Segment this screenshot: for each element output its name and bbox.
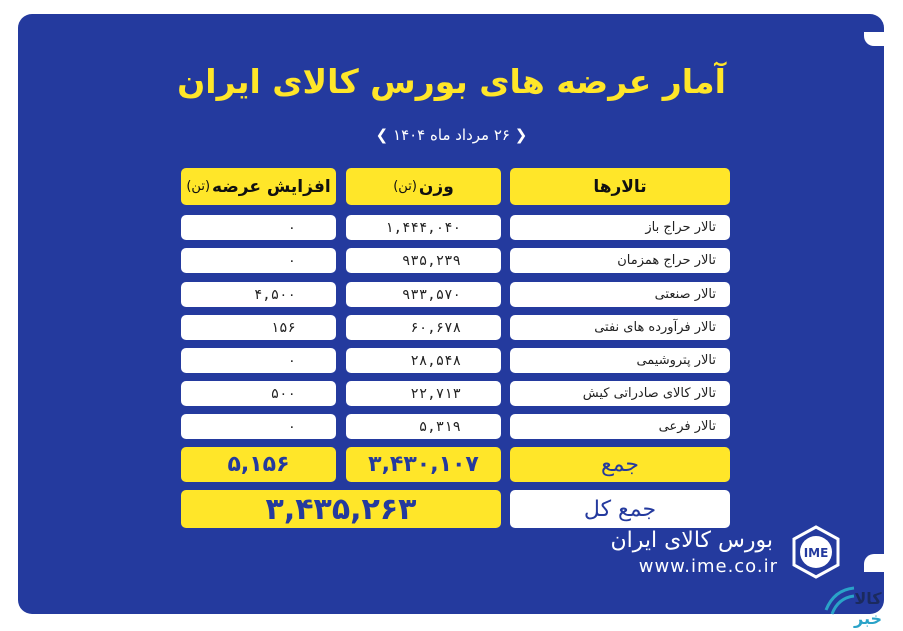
ime-logo-text: IME <box>803 546 829 560</box>
row-6-hall: تالار کالای صادراتی کیش <box>510 381 730 406</box>
row-1-hall: تالار حراج باز <box>510 215 730 240</box>
row-6-increase: ۵۰۰ <box>181 381 336 406</box>
row-2-hall: تالار حراج همزمان <box>510 248 730 273</box>
row-2-increase: ۰ <box>181 248 336 273</box>
row-5-hall: تالار پتروشیمی <box>510 348 730 373</box>
header-increase-unit: (تن) <box>186 179 211 194</box>
kala-khabar-text-top: کالا <box>854 589 882 608</box>
sum-weight: ۳,۴۳۰,۱۰۷ <box>346 447 501 482</box>
brand-name: بورس کالای ایران <box>610 528 773 553</box>
row-1-weight: ۱,۴۴۴,۰۴۰ <box>346 215 501 240</box>
row-2-weight: ۹۳۵,۲۳۹ <box>346 248 501 273</box>
row-4-hall: تالار فرآورده های نفتی <box>510 315 730 340</box>
date-label: ❮ ۲۶ مرداد ماه ۱۴۰۴ ❯ <box>375 126 528 144</box>
row-4-increase: ۱۵۶ <box>181 315 336 340</box>
grand-total-label: جمع کل <box>510 490 730 528</box>
page-title: آمار عرضه های بورس کالای ایران <box>177 62 726 101</box>
row-4-weight: ۶۰,۶۷۸ <box>346 315 501 340</box>
grand-total-value: ۳,۴۳۵,۲۶۳ <box>181 490 501 528</box>
sum-label: جمع <box>510 447 730 482</box>
header-weight <box>346 168 501 205</box>
date-text: ۲۶ مرداد ماه ۱۴۰۴ <box>393 126 510 144</box>
header-halls-label: تالارها <box>593 176 647 197</box>
header-increase <box>181 168 336 205</box>
row-5-weight: ۲۸,۵۴۸ <box>346 348 501 373</box>
row-3-weight: ۹۳۳,۵۷۰ <box>346 282 501 307</box>
card-notch-bottom <box>864 554 884 572</box>
row-7-hall: تالار فرعی <box>510 414 730 439</box>
header-halls <box>510 168 730 205</box>
row-6-weight: ۲۲,۷۱۳ <box>346 381 501 406</box>
card-notch-top <box>864 32 884 46</box>
kala-khabar-logo-icon <box>820 580 900 628</box>
row-7-weight: ۵,۳۱۹ <box>346 414 501 439</box>
row-3-hall: تالار صنعتی <box>510 282 730 307</box>
header-weight-label: وزن <box>418 176 454 197</box>
row-7-increase: ۰ <box>181 414 336 439</box>
row-5-increase: ۰ <box>181 348 336 373</box>
brand-url[interactable]: www.ime.co.ir <box>638 556 778 577</box>
kala-khabar-text-bottom: خبر <box>853 609 883 628</box>
row-1-increase: ۰ <box>181 215 336 240</box>
ime-logo-icon <box>788 524 844 580</box>
header-increase-label: افزایش عرضه <box>212 176 331 197</box>
sum-increase: ۵,۱۵۶ <box>181 447 336 482</box>
row-3-increase: ۴,۵۰۰ <box>181 282 336 307</box>
header-weight-unit: (تن) <box>393 179 417 194</box>
